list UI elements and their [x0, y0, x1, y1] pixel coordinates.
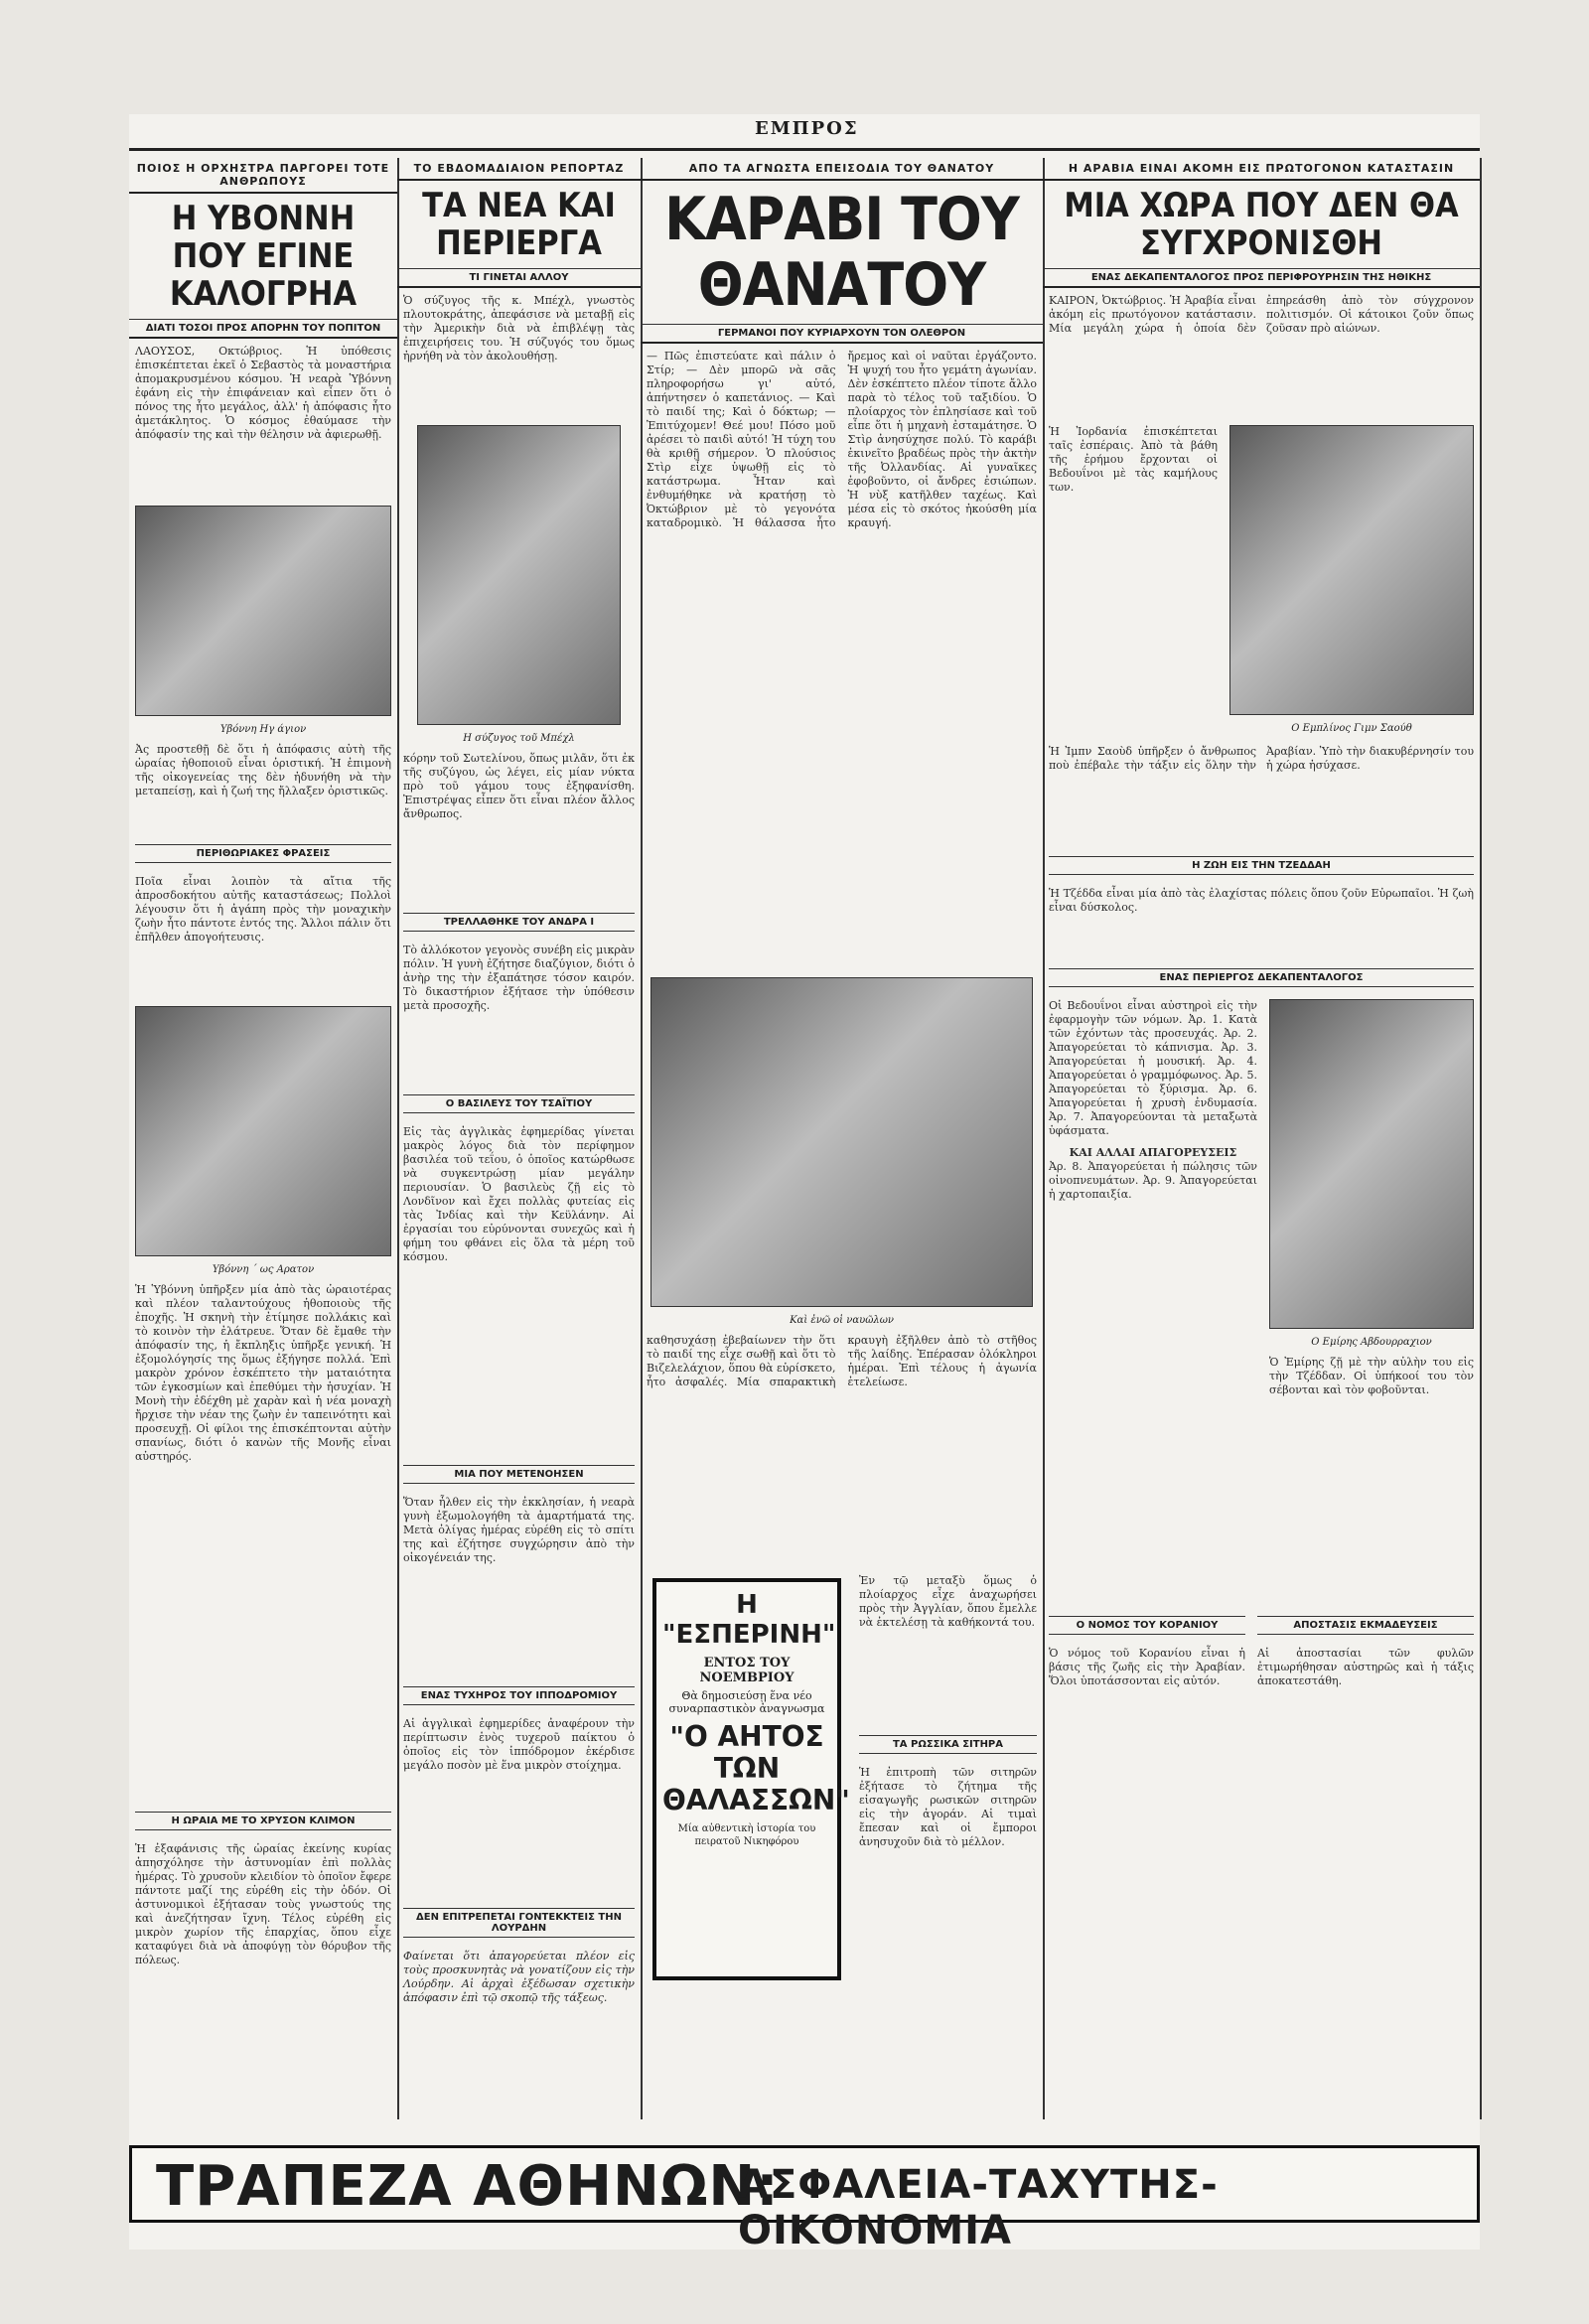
body-text: Ἀς προστεθῇ δὲ ὅτι ἡ ἀπόφασις αὐτὴ τῆς ὡραίας ἠθοποιοῦ εἶναι ὁριστική. Ἡ ἐπιμονὴ τῆς οἰκογενείας της δὲν ἠδυνήθη νὰ τὴν μεταπείσῃ, καὶ ἡ ζωή της ἤλλαξεν ὁριστικῶς. [135, 743, 391, 798]
body-text: Εἰς τὰς ἀγγλικὰς ἐφημερίδας γίνεται μακρὸς λόγος διὰ τὸν περίφημον βασιλέα τοῦ τεΐου, ὁ ὁποῖος κατώρθωσε νὰ συγκεντρώσῃ μίαν μεγάλην περιουσίαν. Ὁ βασιλεὺς ζῇ εἰς τὸ Λονδῖνον καὶ ἔχει πολλὰς φυτείας εἰς τὰς Ἰνδίας καὶ τὴν Κεϋλάνην. Αἱ ἐργασίαι του εὐρύνονται συνεχῶς καὶ ἡ φήμη του φθάνει εἰς ὅλα τὰ μέρη τοῦ κόσμου. [403, 1125, 635, 1263]
body-text: Αἱ ἀγγλικαὶ ἐφημερίδες ἀναφέρουν τὴν περίπτωσιν ἑνὸς τυχεροῦ παίκτου ὁ ὁποῖος εἰς τὸν ἱππόδρομον ἐκέρδισε μεγάλο ποσὸν μὲ ἕνα μικρὸν στοίχημα. [403, 1717, 635, 1772]
subhead: ΔΙΑΤΙ ΤΟΣΟΙ ΠΡΟΣ ΑΠΟΡΗΝ ΤΟΥ ΠΟΠΙΤΟΝ [129, 320, 397, 339]
photo-caption: Η σύζυγος τοῦ Μπέχλ [463, 733, 575, 744]
kicker: ΤΟ ΕΒΔΟΜΑΔΙΑΙΟΝ ΡΕΠΟΡΤΑΖ [397, 158, 641, 181]
body-text: ΚΑΙΡΟΝ, Ὀκτώβριος. Ἡ Ἀραβία εἶναι ἀκόμη εἰς πρωτόγονον κατάστασιν. Μία μεγάλη χώρα ἡ ὁποία δὲν ἐπηρεάσθη ἀπὸ τὸν σύγχρονον πολιτισμόν. Οἱ κάτοικοι ζοῦν ὅπως ζοῦσαν πρὸ αἰώνων. [1049, 294, 1474, 335]
photo-emir [1269, 999, 1474, 1329]
masthead-name: ΕΜΠΡΟΣ [755, 118, 859, 139]
bank-slogan: ΑΣΦΑΛΕΙΑ-ΤΑΧΥΤΗΣ-ΟΙΚΟΝΟΜΙΑ [738, 2162, 1219, 2253]
photo-row [1043, 419, 1480, 739]
kicker: ΑΠΟ ΤΑ ΑΓΝΩΣΤΑ ΕΠΕΙΣΟΔΙΑ ΤΟΥ ΘΑΝΑΤΟΥ [641, 158, 1043, 181]
body-text: Ὁ σύζυγος τῆς κ. Μπέχλ, γνωστὸς πλουτοκράτης, ἀπεφάσισε νὰ μεταβῇ εἰς τὴν Ἀμερικὴν διὰ νὰ ἐπιβλέψῃ τὰς ἐπιχειρήσεις του. Ἡ σύζυγός του ὅμως ἠρνήθη νὰ τὸν ἀκολουθήσῃ. [403, 294, 635, 363]
body-text: κόρην τοῦ Σωτελίνου, ὅπως μιλᾶν, ὅτι ἐκ τῆς συζύγου, ὡς λέγει, εἰς μίαν νύκτα πρὸ τοῦ γάμου τους ἐξηφανίσθη. Ἐπιστρέψας εἶπεν ὅτι εἶναι πλέον ἄλλος ἄνθρωπος. [403, 752, 635, 820]
photo-ship-scene [650, 977, 1033, 1307]
advert-line1: ΕΝΤΟΣ ΤΟΥ ΝΟΕΜΒΡΙΟΥ [699, 1656, 794, 1685]
photo-woman [417, 425, 621, 725]
body-text: καθησυχάσῃ ἐβεβαίωνεν τὴν ὅτι τὸ παιδί της εἶχε σωθῇ καὶ ὅτι τὸ Βιζελελάχιον, ὅπου θὰ εὑρίσκετο, ἦτο ἀσφαλές. Μία σπαρακτικὴ κραυγὴ ἐξῆλθεν ἀπὸ τὸ στῆθος τῆς λαίδης. Ἐπέρασαν ὁλόκληροι ἡμέραι. Ἐπὶ τέλους ἡ ἀγωνία ἐτελείωσε. [647, 1334, 1037, 1388]
body-text: Ἡ Ἰορδανία ἐπισκέπτεται ταῖς ἐσπέραις. Ἀπὸ τὰ βάθη τῆς ἐρήμου ἔρχονται οἱ Βεδουΐνοι μὲ τὰς καμήλους των. [1049, 425, 1218, 494]
photo-caption: Υβόννη ΄ ως Αρατον [212, 1264, 315, 1275]
body-text: Ὁ Ἐμίρης ζῇ μὲ τὴν αὐλὴν του εἰς τὴν Τζέδδαν. Οἱ ὑπήκοοί του τὸν σέβονται καὶ τὸν φοβοῦνται. [1269, 1356, 1474, 1396]
advert-desc: Μία αὐθεντικὴ ἱστορία του πειρατοῦ Νικηφόρου [677, 1823, 816, 1847]
headline: ΜΙΑ ΧΩΡΑ ΠΟΥ ΔΕΝ ΘΑ ΣΥΓΧΡΟΝΙΣΘΗ [1043, 181, 1480, 269]
body-text: Ἡ Ἰμπν Σαοὺδ ὑπῆρξεν ὁ ἄνθρωπος ποὺ ἐπέβαλε τὴν τάξιν εἰς ὅλην τὴν Ἀραβίαν. Ὑπὸ τὴν διακυβέρνησίν του ἡ χώρα ἡσύχασε. [1049, 745, 1474, 772]
body-text: Τὸ ἀλλόκοτον γεγονὸς συνέβη εἰς μικρὰν πόλιν. Ἡ γυνὴ ἐζήτησε διαζύγιον, διότι ὁ ἀνὴρ της τὴν ἐξαπάτησε τόσον καιρόν. Τὸ δικαστήριον ἐξήτασε τὴν ὑπόθεσιν μετὰ προσοχῆς. [403, 944, 635, 1012]
section-title: Η ΩΡΑΙΑ ΜΕ ΤΟ ΧΡΥΣΟΝ ΚΛΙΜΟΝ [135, 1812, 391, 1830]
section-title: ΑΠΟΣΤΑΣΙΣ ΕΚΜΑΔΕΥΣΕΙΣ [1257, 1616, 1474, 1635]
body-text: Αἱ ἀποστασίαι τῶν φυλῶν ἐτιμωρήθησαν αὐστηρῶς καὶ ἡ τάξις ἀποκατεστάθη. [1257, 1647, 1474, 1687]
bottom-row [1043, 1610, 1480, 1911]
advert-big: "Ο ΑΗΤΟΣ ΤΩΝ ΘΑΛΑΣΣΩΝ" [662, 1720, 850, 1816]
masthead [129, 114, 1480, 151]
photo-wrap [1224, 419, 1480, 739]
section-wrap [853, 1568, 1043, 1990]
advert-title: Η "ΕΣΠΕΡΙΝΗ" [662, 1590, 836, 1650]
section-title: ΚΑΙ ΑΛΛΑΙ ΑΠΑΓΟΡΕΥΣΕΙΣ [1069, 1146, 1237, 1159]
photo-caption: Ο Εμπλίνος Γιμν Σαούθ [1291, 723, 1412, 734]
column-3 [641, 158, 1045, 2119]
section-title: ΜΙΑ ΠΟΥ ΜΕΤΕΝΟΗΣΕΝ [403, 1465, 635, 1484]
kicker: ΠΟΙΟΣ Η ΟΡΧΗΣΤΡΑ ΠΑΡΓΟΡΕΙ ΤΟΤΕ ΑΝΘΡΩΠΟΥΣ [129, 158, 397, 194]
advert-line2: Θὰ δημοσιεύσῃ ἕνα νέο συναρπαστικὸν ἀναγνωσμα [668, 1689, 825, 1715]
newspaper-page [129, 114, 1480, 2253]
advert-row [641, 1568, 1043, 1990]
photo-sheikh [1229, 425, 1474, 715]
section-title: Η ΖΩΗ ΕΙΣ ΤΗΝ ΤΖΕΔΔΑΗ [1049, 856, 1474, 875]
law-wrap [1043, 1610, 1251, 1911]
photo-portrait [135, 1006, 391, 1256]
section-title: ΤΡΕΛΛΑΘΗΚΕ ΤΟΥ ΑΝΔΡΑ Ι [403, 913, 635, 932]
photo-row [1043, 993, 1480, 1610]
section-title: ΤΑ ΡΩΣΣΙΚΑ ΣΙΤΗΡΑ [859, 1735, 1037, 1754]
body-text: Οἱ Βεδουΐνοι εἶναι αὐστηροὶ εἰς τὴν ἐφαρμογὴν τῶν νόμων. Ἀρ. 1. Κατὰ τῶν ἐχόντων τὰς προσευχάς. Ἀρ. 2. Ἀπαγορεύεται τὸ κάπνισμα. Ἀρ. 3. Ἀπαγορεύεται ἡ μουσική. Ἀρ. 4. Ἀπαγορεύεται ὁ γραμμόφωνος. Ἀρ. 5. Ἀπαγορεύεται τὸ ξύρισμα. Ἀρ. 6. Ἀπαγορεύεται ἡ χρυσὴ ἐνδυμασία. Ἀρ. 7. Ἀπαγορεύονται τὰ μεταξωτὰ ὑφάσματα. ΚΑΙ ΑΛΛΑΙ ΑΠΑΓΟΡΕΥΣΕΙΣ Ἀρ. 8. Ἀπαγορεύεται ἡ πώλησις τῶν οἰνοπνευμάτων. Ἀρ. 9. Ἀπαγορεύεται ἡ χαρτοπαιξία. [1049, 999, 1257, 1201]
body-text: — Πῶς ἐπιστεύατε καὶ πάλιν ὁ Στίρ; — Δὲν μπορῶ νὰ σᾶς πληροφορήσω γι' αὐτό, ἀπήντησεν ὁ καπετάνιος. — Καὶ τὸ παιδί της; Καὶ ὁ δόκτωρ; — Ἐπιτύχομεν! Θεέ μου! Πόσο μοῦ ἀρέσει τὸ παιδὶ αὐτό! Ἡ τύχη του θὰ κριθῇ σήμερον. Ὁ πλούσιος Στὶρ εἶχε ὑψωθῇ εἰς τὸ κατάστρωμα. Ἦταν καὶ ἐνθυμήθηκε νὰ κρατήσῃ τὸ Ὀκτώβριον μὲ τὸ γεγονότα καταδρομικὸ. Ἡ θάλασσα ἦτο ἤρεμος καὶ οἱ ναῦται ἐργάζοντο. Ἡ ψυχή του ἦτο γεμάτη ἀγωνίαν. Δὲν ἐσκέπτετο πλέον τίποτε ἄλλο παρὰ τὸ τέλος τοῦ ταξιδίου. Ὁ πλοίαρχος τὸν ἐπλησίασε καὶ τοῦ εἶπε ὅτι ἡ μηχανὴ ἐσταμάτησε. Ὁ Στὶρ ἀνησύχησε πολύ. Τὸ καράβι ἐκινεῖτο βραδέως πρὸς τὴν ἀκτὴν τῆς Ὀλλανδίας. Αἱ γυναῖκες ἐφοβοῦντο, οἱ ἄνδρες ἐσιώπων. Ἡ νὺξ κατῆλθεν ταχέως. Καὶ μέσα εἰς τὸ σκότος ἠκούσθη μία κραυγή. [647, 350, 1037, 529]
body-text: Ἡ ἐξαφάνισις τῆς ὡραίας ἐκείνης κυρίας ἀπησχόλησε τὴν ἀστυνομίαν ἐπὶ πολλὰς ἡμέρας. Τὸ χρυσοῦν κλειδίον τὸ ὁποῖον ἔφερε πάντοτε μαζί της εὑρέθη εἰς τὴν ὁδόν. Οἱ ἀστυνομικοὶ ἐξήτασαν τοὺς γνωστούς της καὶ ἀνεζήτησαν ἴχνη. Τέλος εὑρέθη εἰς μικρὸν χωρίον τῆς ἐπαρχίας, ὅπου εἶχε καταφύγει διὰ νὰ ἀποφύγῃ τὸν θόρυβον τῆς πόλεως. [135, 1842, 391, 1966]
section-title: ΕΝΑΣ ΤΥΧΗΡΟΣ ΤΟΥ ΙΠΠΟΔΡΟΜΙΟΥ [403, 1686, 635, 1705]
photo-caption: Υβόννη Ηγ άγιον [219, 724, 307, 735]
section-title: ΠΕΡΙΘΩΡΙΑΚΕΣ ΦΡΑΣΕΙΣ [135, 844, 391, 863]
subhead: ΤΙ ΓΙΝΕΤΑΙ ΑΛΛΟΥ [397, 269, 641, 288]
body-text: Ποῖα εἶναι λοιπὸν τὰ αἴτια τῆς ἀπροσδοκήτου αὐτῆς καταστάσεως; Πολλοὶ λέγουσιν ὅτι ἡ ἀγάπη πρὸς τὴν μοναχικὴν ζωὴν ἦτο πάντοτε ἐντός της. Ἄλλοι πάλιν ὅτι ἐπῆλθεν ἀπογοήτευσις. [135, 875, 391, 944]
headline: ΚΑΡΑΒΙ ΤΟΥ ΘΑΝΑΤΟΥ [641, 181, 1043, 325]
body-text: ΛΑΟΥΣΟΣ, Οκτώβριος. Ἡ ὑπόθεσις ἐπισκέπτεται ἐκεῖ ὁ Σεβαστὸς τὰ μοναστήρια ἀπομακρυσμένου κόσμου. Ἡ νεαρὰ Ὑβόννη ἐφάνη εἰς τὴν ἐπιφάνειαν καὶ εἶπεν ὅτι ὁ πόνος της ἦτο μεγάλος, ἀλλ' ἡ ἀπόφασις ἦτο ἀμετάκλητος. Ὁ κόσμος ἐθαύμασε τὴν ἀπόφασίν της καὶ τὴν θέλησιν νὰ ἀφιερωθῇ. [135, 345, 391, 441]
bank-advert-footer [129, 2145, 1480, 2253]
subhead: ΕΝΑΣ ΔΕΚΑΠΕΝΤΑΛΟΓΟΣ ΠΡΟΣ ΠΕΡΙΦΡΟΥΡΗΣΙΝ ΤΗΣ ΗΘΙΚΗΣ [1043, 269, 1480, 288]
section-title: ΔΕΝ ΕΠΙΤΡΕΠΕΤΑΙ ΓΟΝΤΕΚΚΤΕΙΣ ΤΗΝ ΛΟΥΡΔΗΝ [403, 1908, 635, 1938]
advert-box [652, 1578, 850, 1980]
body-text: Ἡ Ὑβόννη ὑπῆρξεν μία ἀπὸ τὰς ὡραιοτέρας καὶ πλέον ταλαντούχους ἠθοποιοὺς τῆς ἐποχῆς. Ἡ σκηνὴ τὴν ἐτίμησε πολλάκις καὶ τὸ κοινὸν τὴν ἐλάτρευε. Ὅταν δὲ ἔμαθε τὴν ἀπόφασίν της, ἡ ἔκπληξις ὑπῆρξε γενική. Ἡ ἐξομολόγησίς της ὅμως ἐξήγησε πολλά. Ἐπὶ μακρὸν χρόνον ἐσκέπτετο τὴν ματαιότητα τῶν ἐγκοσμίων καὶ ἐπεθύμει τὴν ἡσυχίαν. Ἡ Μονὴ τὴν ἐδέχθη μὲ χαρὰν καὶ ἡ νέα μοναχὴ ἤρχισε τὴν νέαν της ζωὴν ἐν ταπεινότητι καὶ προσευχῇ. Οἱ φίλοι της ἐπισκέπτονται αὐτὴν σπανίως, διότι ὁ κανὼν τῆς Μονῆς εἶναι αὐστηρός. [135, 1283, 391, 1463]
body-text: Ὅταν ἦλθεν εἰς τὴν ἐκκλησίαν, ἡ νεαρὰ γυνὴ ἐξωμολογήθη τὰ ἁμαρτήματά της. Μετὰ ὀλίγας ἡμέρας εὑρέθη εἰς τὸ σπίτι της καὶ ἐζήτησε συγχώρησιν ἀπὸ τὴν οἰκογένειάν της. [403, 1496, 635, 1564]
kicker: Η ΑΡΑΒΙΑ ΕΙΝΑΙ ΑΚΟΜΗ ΕΙΣ ΠΡΩΤΟΓΟΝΟΝ ΚΑΤΑΣΤΑΣΙΝ [1043, 158, 1480, 181]
sect-wrap [1251, 1610, 1480, 1911]
body-text: Ὁ νόμος τοῦ Κορανίου εἶναι ἡ βάσις τῆς ζωῆς εἰς τὴν Ἀραβίαν. Ὅλοι ὑποτάσσονται εἰς αὐτόν. [1049, 1647, 1245, 1687]
body-text: Φαίνεται ὅτι ἀπαγορεύεται πλέον εἰς τοὺς προσκυνητὰς νὰ γονατίζουν εἰς τὴν Λούρδην. Αἱ ἀρχαὶ ἐξέδωσαν σχετικὴν ἀπόφασιν ἐπὶ τῷ σκοπῷ τῆς τάξεως. [403, 1950, 635, 2004]
body-text: Ἡ ἐπιτροπὴ τῶν σιτηρῶν ἐξήτασε τὸ ζήτημα τῆς εἰσαγωγῆς ρωσικῶν σιτηρῶν εἰς τὴν ἀγοράν. Αἱ τιμαὶ ἔπεσαν καὶ οἱ ἔμποροι ἀνησυχοῦν διὰ τὸ μέλλον. [859, 1766, 1037, 1848]
body-text: Ἡ Τζέδδα εἶναι μία ἀπὸ τὰς ἐλαχίστας πόλεις ὅπου ζοῦν Εὐρωπαῖοι. Ἡ ζωὴ εἶναι δύσκολος. [1049, 887, 1474, 914]
photo-caption: Καὶ ἐνῶ οἱ ναυῶλων [790, 1315, 894, 1326]
headline: ΤΑ ΝΕΑ ΚΑΙ ΠΕΡΙΕΡΓΑ [397, 181, 641, 269]
photo-wrap [1263, 993, 1480, 1610]
section-title: ΕΝΑΣ ΠΕΡΙΕΡΓΟΣ ΔΕΚΑΠΕΝΤΑΛΟΓΟΣ [1049, 968, 1474, 987]
bank-name: ΤΡΑΠΕΖΑ ΑΘΗΝΩΝ: [156, 2154, 780, 2219]
subhead: ΓΕΡΜΑΝΟΙ ΠΟΥ ΚΥΡΙΑΡΧΟΥΝ ΤΟΝ ΟΛΕΘΡΟΝ [641, 325, 1043, 344]
photo-caption: Ο Εμίρης Αβδουρραχιον [1311, 1337, 1432, 1348]
column-4 [1043, 158, 1482, 2119]
column-1 [129, 158, 399, 2119]
headline: Η ΥΒΟΝΝΗ ΠΟΥ ΕΓΙΝΕ ΚΑΛΟΓΡΗΑ [129, 194, 397, 320]
body-text: Ἐν τῷ μεταξὺ ὅμως ὁ πλοίαρχος εἶχε ἀναχωρήσει πρὸς τὴν Ἀγγλίαν, ὅπου ἔμελλε νὰ ἐκτελέσῃ τὰ καθήκοντά του. [859, 1574, 1037, 1629]
column-2 [397, 158, 643, 2119]
section-title: Ο ΝΟΜΟΣ ΤΟΥ ΚΟΡΑΝΙΟΥ [1049, 1616, 1245, 1635]
section-title: Ο ΒΑΣΙΛΕΥΣ ΤΟΥ ΤΣΑΪΤΙΟΥ [403, 1094, 635, 1113]
photo-convent [135, 506, 391, 716]
